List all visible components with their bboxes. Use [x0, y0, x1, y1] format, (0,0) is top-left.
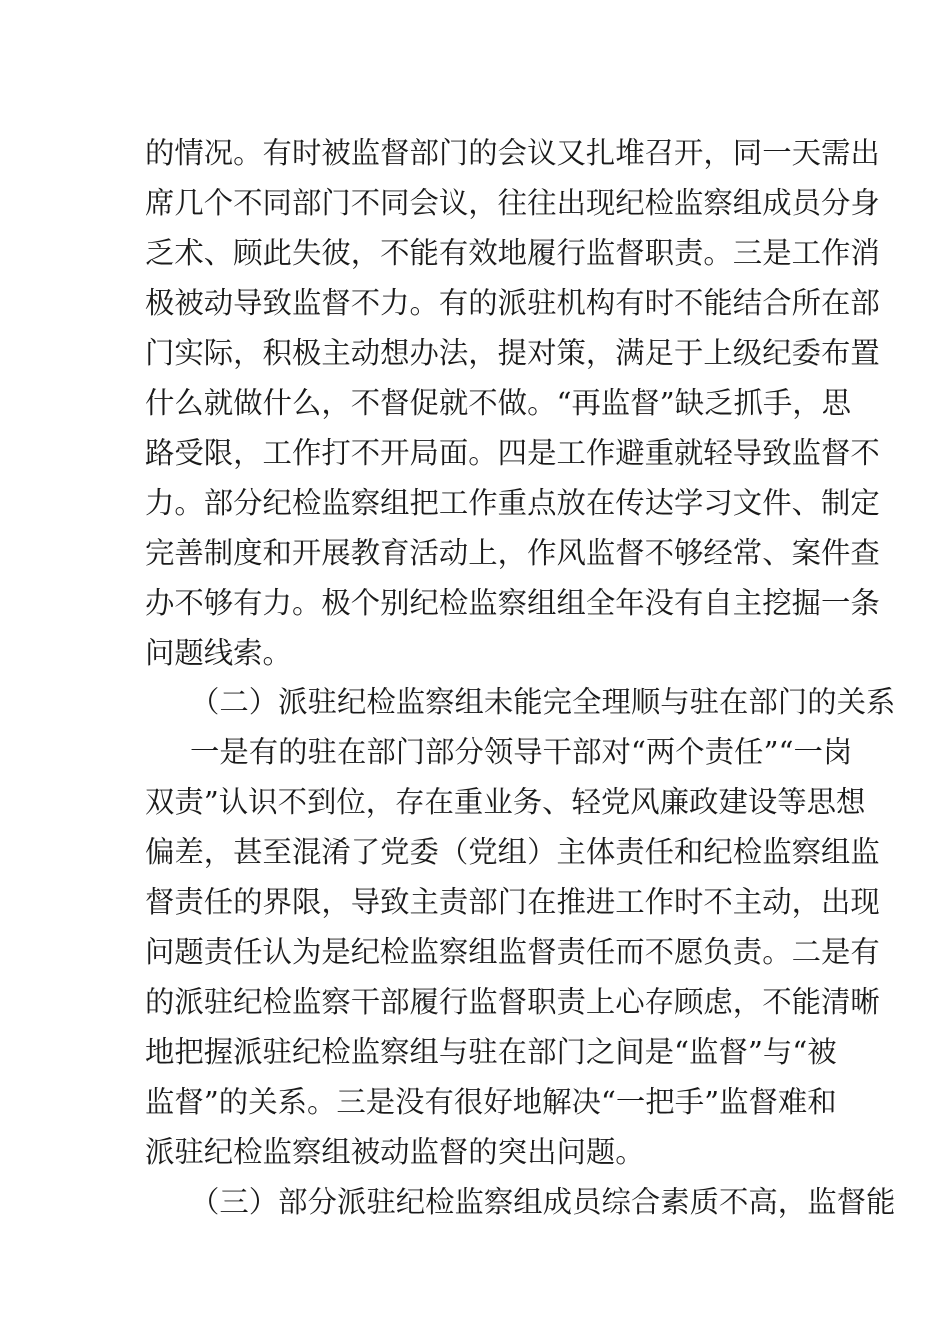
text-line: 地把握派驻纪检监察组与驻在部门之间是“监督”与“被 — [145, 1035, 837, 1069]
text-line: 门实际，积极主动想办法，提对策，满足于上级纪委布置 — [145, 336, 880, 370]
text-line: 问题责任认为是纪检监察组监督责任而不愿负责。二是有 — [145, 935, 880, 969]
text-line: 的派驻纪检监察干部履行监督职责上心存顾虑，不能清晰 — [145, 985, 880, 1019]
text-line: 路受限，工作打不开局面。四是工作避重就轻导致监督不 — [145, 436, 880, 470]
text-line: 席几个不同部门不同会议，往往出现纪检监察组成员分身 — [145, 186, 880, 220]
heading-line: （二）派驻纪检监察组未能完全理顺与驻在部门的关系 — [190, 685, 896, 719]
text-line: 的情况。有时被监督部门的会议又扎堆召开，同一天需出 — [145, 136, 880, 170]
text-line: 督责任的界限，导致主责部门在推进工作时不主动，出现 — [145, 885, 880, 919]
text-line: 问题线索。 — [145, 636, 292, 670]
text-line: 什么就做什么，不督促就不做。“再监督”缺乏抓手，思 — [145, 386, 852, 420]
text-line: 乏术、顾此失彼，不能有效地履行监督职责。三是工作消 — [145, 236, 880, 270]
text-line: 监督”的关系。三是没有很好地解决“一把手”监督难和 — [145, 1085, 837, 1119]
heading-line: （三）部分派驻纪检监察组成员综合素质不高，监督能 — [190, 1185, 896, 1219]
text-line: 偏差，甚至混淆了党委（党组）主体责任和纪检监察组监 — [145, 835, 880, 869]
text-line: 完善制度和开展教育活动上，作风监督不够经常、案件查 — [145, 536, 880, 570]
text-line: 力。部分纪检监察组把工作重点放在传达学习文件、制定 — [145, 486, 880, 520]
text-line: 派驻纪检监察组被动监督的突出问题。 — [145, 1135, 645, 1169]
text-line: 办不够有力。极个别纪检监察组组全年没有自主挖掘一条 — [145, 586, 880, 620]
text-line: 一是有的驻在部门部分领导干部对“两个责任”“一岗 — [190, 735, 853, 769]
text-line: 双责”认识不到位，存在重业务、轻党风廉政建设等思想 — [145, 785, 866, 819]
text-line: 极被动导致监督不力。有的派驻机构有时不能结合所在部 — [145, 286, 880, 320]
